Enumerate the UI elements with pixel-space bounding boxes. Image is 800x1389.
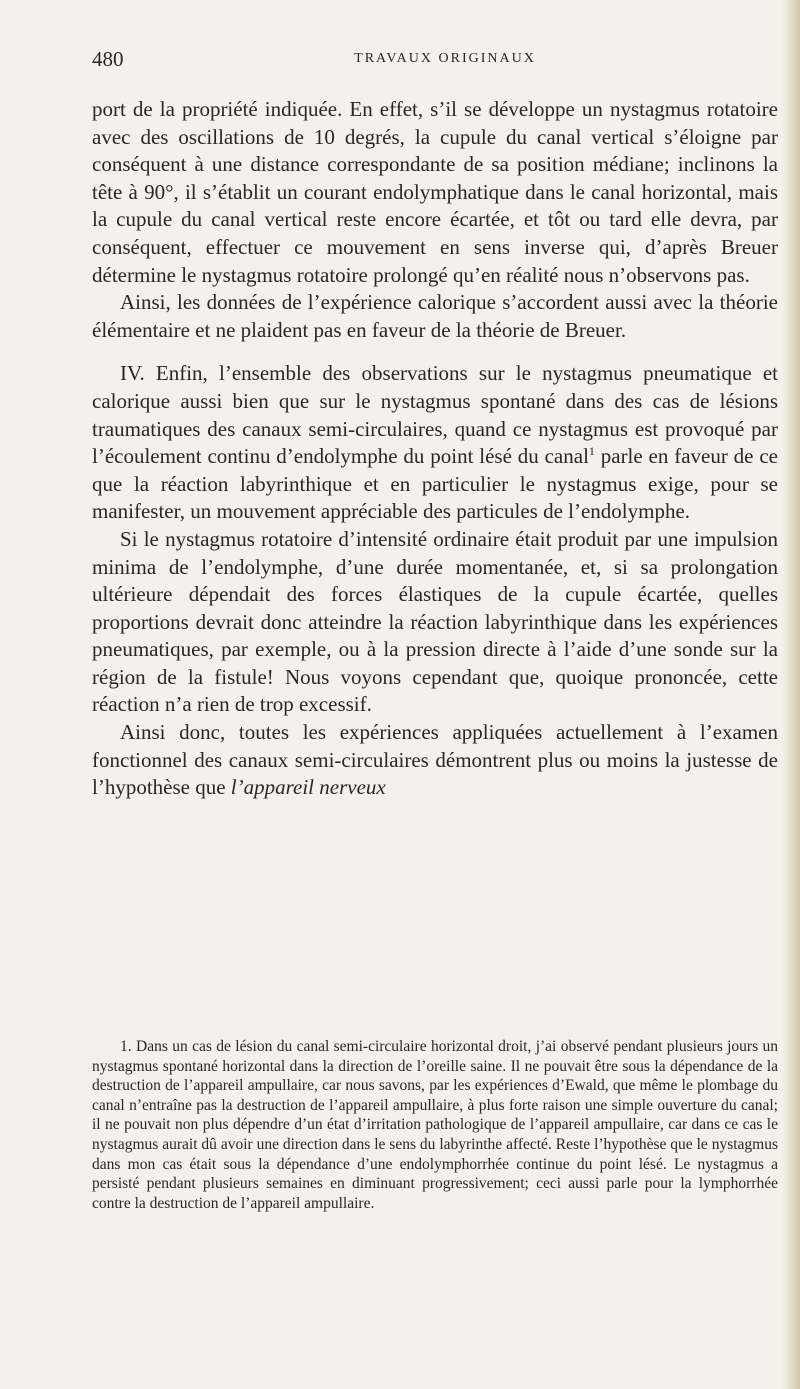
page-header [92,44,778,74]
paragraph: Si le nystagmus rotatoire d’intensité ordinaire était produit par une impulsion minima de l’endolymphe, d’une durée momentanée, et, si sa prolongation ultérieure dépendait des forces élastiques de la cupule écartée, quelles proportions devrait donc atteindre la réaction labyrinthique dans les expériences pneumatiques, par exemple, ou à la pression directe à l’aide d’une sonde sur la région de la fistule! Nous voyons cependant que, quoique prononcée, cette réaction n’a rien de trop excessif. [92,526,778,717]
page-number: 480 [92,47,124,71]
italic-phrase: l’appareil nerveux [230,775,386,800]
paragraph-text: IV. Enfin, l’ensemble des observations sur le nystagmus pneumatique et calorique aussi bien que sur le nystagmus spontané dans des cas de lésions traumatiques des canaux semi-circulaires, quand ce nystagmus est provoqué par l’écoulement continu d’endolymphe du point lésé du canal [92,361,778,469]
running-title: TRAVAUX ORIGINAUX [354,51,536,66]
paragraph: port de la propriété indiquée. En effet, s’il se développe un nystagmus rotatoire avec des oscillations de 10 degrés, la cupule du canal vertical s’éloigne par conséquent à une distance correspondante de sa position médiane; inclinons la tête à 90°, il s’établit un courant endolymphatique dans le canal horizontal, mais la cupule du canal vertical reste encore écartée, et tôt ou tard elle devra, par conséquent, effectuer ce mouvement en sens inverse qui, d’après Breuer détermine le nystagmus rotatoire prolongé qu’en réalité nous n’observons pas. [92,97,778,287]
paragraph-section-iv [92,360,778,526]
paragraph: Ainsi, les données de l’expérience calorique s’accordent aussi avec la théorie élémentaire et ne plaident pas en faveur de la théorie de Breuer. [92,290,778,342]
footnote-reference: 1 [588,444,595,459]
paragraph-text: Ainsi donc, toutes les expériences appliquées actuellement à l’examen fonctionnel des canaux semi-circulaires démontrent plus ou moins la justesse de l’hypothèse que [92,720,778,800]
main-text [92,96,778,802]
footnote-1: 1. Dans un cas de lésion du canal semi-circulaire horizontal droit, j’ai observé pendant plusieurs jours un nystagmus spontané horizontal dans la direction de l’oreille saine. Il ne pouvait être sous la dépendance de la destruction de l’appareil ampullaire, car nous savons, par les expériences d’Ewald, que même le plombage du canal n’entraîne pas la destruction de l’appareil ampullaire, à plus forte raison une simple ouverture du canal; il ne pouvait non plus dépendre d’un état d’irritation pathologique de l’appareil ampullaire, car dans ce cas le nystagmus aurait dû avoir une direction dans le sens du labyrinthe affecté. Reste l’hypothèse que le nystagmus dans mon cas était sous la dépendance d’une endolymphorrhée continue du point lésé. Le nystagmus a persisté pendant plusieurs semaines en diminuant progressivement; ceci aussi parle pour la lymphorrhée contre la destruction de l’appareil ampullaire. [92,1038,778,1212]
paragraph-text: parle en faveur de ce que la réaction labyrinthique et en particulier le nystagmus exige, pour se manifester, un mouvement appréciable des particules de l’endolymphe. [92,444,778,524]
paragraph-conclusion [92,719,778,802]
page-edge-shadow [782,0,800,1389]
footnotes [92,1037,778,1213]
